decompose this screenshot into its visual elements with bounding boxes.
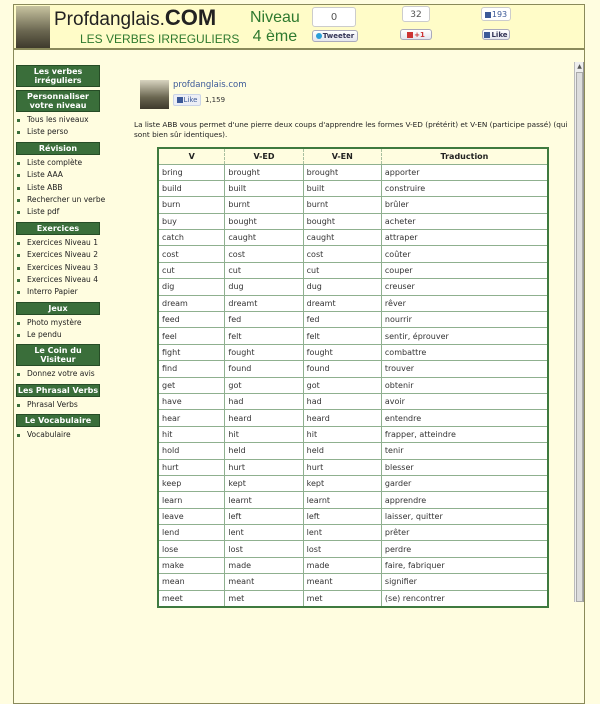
column-header: V-EN bbox=[303, 148, 381, 164]
table-row bbox=[158, 279, 548, 295]
sidebar-item[interactable]: Interro Papier bbox=[14, 286, 102, 298]
table-row bbox=[158, 590, 548, 606]
table-cell: had bbox=[303, 393, 381, 409]
column-header: V-ED bbox=[225, 148, 303, 164]
fb-like-button[interactable] bbox=[482, 29, 510, 40]
table-cell: hear bbox=[158, 410, 225, 426]
sidebar-item[interactable]: Vocabulaire bbox=[14, 429, 102, 441]
gplus-icon bbox=[407, 32, 413, 38]
table-cell: cost bbox=[225, 246, 303, 262]
table-header-row bbox=[158, 148, 548, 164]
table-cell: found bbox=[225, 361, 303, 377]
table-cell: burnt bbox=[225, 197, 303, 213]
table-cell: hit bbox=[225, 426, 303, 442]
table-cell: mean bbox=[158, 574, 225, 590]
table-cell: fight bbox=[158, 344, 225, 360]
table-cell: hurt bbox=[225, 459, 303, 475]
logo-text: Profdanglais. bbox=[54, 9, 165, 30]
table-cell: cut bbox=[158, 262, 225, 278]
table-cell: heard bbox=[303, 410, 381, 426]
scroll-up-arrow-icon[interactable]: ▲ bbox=[577, 63, 582, 70]
table-cell: signifier bbox=[381, 574, 548, 590]
fb-page-avatar[interactable] bbox=[140, 80, 169, 109]
table-row bbox=[158, 443, 548, 459]
table-row bbox=[158, 180, 548, 196]
sidebar-item[interactable]: Donnez votre avis bbox=[14, 368, 102, 380]
table-cell: hurt bbox=[158, 459, 225, 475]
table-cell: garder bbox=[381, 475, 548, 491]
table-cell: apporter bbox=[381, 164, 548, 180]
table-cell: (se) rencontrer bbox=[381, 590, 548, 606]
fb-count-value: 193 bbox=[491, 10, 508, 19]
table-cell: caught bbox=[225, 230, 303, 246]
table-cell: dreamt bbox=[303, 295, 381, 311]
fb-widget-like-button[interactable] bbox=[173, 94, 201, 106]
twitter-icon bbox=[316, 33, 322, 39]
sidebar-item[interactable]: Photo mystère bbox=[14, 317, 102, 329]
table-cell: fought bbox=[303, 344, 381, 360]
table-cell: trouver bbox=[381, 361, 548, 377]
sidebar-item[interactable]: Liste AAA bbox=[14, 169, 102, 181]
table-row bbox=[158, 361, 548, 377]
logo-com: COM bbox=[164, 5, 217, 30]
tweet-button[interactable] bbox=[312, 30, 358, 42]
sidebar-item[interactable]: Exercices Niveau 3 bbox=[14, 262, 102, 274]
table-cell: cut bbox=[225, 262, 303, 278]
fb-widget-like-label: Like bbox=[183, 96, 198, 104]
table-cell: lost bbox=[303, 541, 381, 557]
sidebar-item[interactable]: Exercices Niveau 2 bbox=[14, 249, 102, 261]
fb-widget-count: 1,159 bbox=[205, 96, 226, 104]
table-row bbox=[158, 312, 548, 328]
table-cell: burn bbox=[158, 197, 225, 213]
table-cell: attraper bbox=[381, 230, 548, 246]
table-cell: got bbox=[225, 377, 303, 393]
table-cell: felt bbox=[225, 328, 303, 344]
table-cell: combattre bbox=[381, 344, 548, 360]
table-cell: built bbox=[303, 180, 381, 196]
fb-like-label: Like bbox=[491, 31, 508, 39]
table-row bbox=[158, 328, 548, 344]
table-cell: find bbox=[158, 361, 225, 377]
table-cell: sentir, éprouver bbox=[381, 328, 548, 344]
sidebar-section-header: Révision bbox=[16, 142, 100, 155]
tweet-label: Tweeter bbox=[322, 32, 355, 40]
table-cell: feel bbox=[158, 328, 225, 344]
table-row bbox=[158, 492, 548, 508]
sidebar-item[interactable]: Phrasal Verbs bbox=[14, 399, 102, 411]
fb-count bbox=[481, 7, 511, 21]
level-line2: 4 ème bbox=[252, 28, 298, 45]
table-cell: left bbox=[225, 508, 303, 524]
facebook-icon bbox=[484, 32, 490, 38]
table-cell: lent bbox=[225, 525, 303, 541]
table-cell: construire bbox=[381, 180, 548, 196]
table-cell: keep bbox=[158, 475, 225, 491]
table-cell: learnt bbox=[303, 492, 381, 508]
table-cell: meet bbox=[158, 590, 225, 606]
intro-text: La liste ABB vous permet d'une pierre deux coups d'apprendre les formes V-ED (prétérit) et V-EN (participe passé) (qui sont bien sûr identiques). bbox=[134, 120, 568, 139]
sidebar-section-header: Personnaliser votre niveau bbox=[16, 90, 100, 112]
table-cell: lend bbox=[158, 525, 225, 541]
table-cell: brought bbox=[225, 164, 303, 180]
table-cell: cost bbox=[303, 246, 381, 262]
sidebar-item[interactable]: Liste ABB bbox=[14, 182, 102, 194]
table-cell: had bbox=[225, 393, 303, 409]
table-cell: entendre bbox=[381, 410, 548, 426]
statue-of-liberty-logo bbox=[16, 6, 50, 48]
table-cell: brought bbox=[303, 164, 381, 180]
table-cell: dug bbox=[303, 279, 381, 295]
table-row bbox=[158, 574, 548, 590]
table-cell: brûler bbox=[381, 197, 548, 213]
table-row bbox=[158, 541, 548, 557]
table-cell: made bbox=[303, 557, 381, 573]
table-cell: lose bbox=[158, 541, 225, 557]
table-row bbox=[158, 459, 548, 475]
table-row bbox=[158, 164, 548, 180]
table-row bbox=[158, 410, 548, 426]
table-cell: lost bbox=[225, 541, 303, 557]
table-cell: hold bbox=[158, 443, 225, 459]
table-cell: cut bbox=[303, 262, 381, 278]
sidebar-item[interactable]: Liste complète bbox=[14, 157, 102, 169]
gplus-label: +1 bbox=[414, 31, 425, 39]
sidebar-section-header: Jeux bbox=[16, 302, 100, 315]
table-cell: felt bbox=[303, 328, 381, 344]
scrollbar[interactable] bbox=[574, 62, 584, 602]
table-cell: dreamt bbox=[225, 295, 303, 311]
table-cell: hit bbox=[303, 426, 381, 442]
level-label bbox=[250, 8, 300, 46]
table-cell: got bbox=[303, 377, 381, 393]
sidebar-item[interactable]: Liste perso bbox=[14, 126, 102, 138]
level-line1: Niveau bbox=[250, 9, 300, 26]
table-cell: cost bbox=[158, 246, 225, 262]
scrollbar-thumb[interactable] bbox=[576, 72, 583, 602]
table-cell: frapper, atteindre bbox=[381, 426, 548, 442]
thumbs-up-icon bbox=[485, 12, 491, 18]
table-row bbox=[158, 344, 548, 360]
table-cell: obtenir bbox=[381, 377, 548, 393]
table-cell: held bbox=[225, 443, 303, 459]
table-cell: blesser bbox=[381, 459, 548, 475]
sidebar-section-header: Les Phrasal Verbs bbox=[17, 385, 99, 395]
table-cell: laisser, quitter bbox=[381, 508, 548, 524]
thumbs-up-icon bbox=[177, 97, 183, 103]
table-cell: hit bbox=[158, 426, 225, 442]
table-cell: learnt bbox=[225, 492, 303, 508]
table-cell: buy bbox=[158, 213, 225, 229]
table-cell: bring bbox=[158, 164, 225, 180]
column-header: Traduction bbox=[381, 148, 548, 164]
table-cell: left bbox=[303, 508, 381, 524]
table-row bbox=[158, 377, 548, 393]
table-cell: found bbox=[303, 361, 381, 377]
table-cell: fed bbox=[303, 312, 381, 328]
table-cell: get bbox=[158, 377, 225, 393]
sidebar-item[interactable]: Liste pdf bbox=[14, 206, 102, 218]
table-cell: apprendre bbox=[381, 492, 548, 508]
table-cell: perdre bbox=[381, 541, 548, 557]
table-cell: prêter bbox=[381, 525, 548, 541]
sidebar-section-header: Le Coin du Visiteur bbox=[16, 344, 100, 366]
table-cell: burnt bbox=[303, 197, 381, 213]
table-cell: fed bbox=[225, 312, 303, 328]
table-cell: faire, fabriquer bbox=[381, 557, 548, 573]
table-row bbox=[158, 475, 548, 491]
table-row bbox=[158, 508, 548, 524]
table-cell: made bbox=[225, 557, 303, 573]
sidebar-item[interactable]: Le pendu bbox=[14, 329, 102, 341]
fb-page-name[interactable]: profdanglais.com bbox=[173, 80, 247, 90]
table-cell: met bbox=[303, 590, 381, 606]
table-row bbox=[158, 213, 548, 229]
sidebar-section-header: Les verbes irréguliers bbox=[16, 65, 100, 87]
sidebar-nav bbox=[14, 62, 106, 442]
site-subtitle: LES VERBES IRREGULIERS bbox=[80, 32, 240, 46]
table-cell: make bbox=[158, 557, 225, 573]
verbs-table bbox=[157, 147, 549, 608]
table-cell: creuser bbox=[381, 279, 548, 295]
table-cell: kept bbox=[303, 475, 381, 491]
column-header: V bbox=[158, 148, 225, 164]
table-cell: meant bbox=[303, 574, 381, 590]
table-cell: heard bbox=[225, 410, 303, 426]
table-cell: bought bbox=[225, 213, 303, 229]
table-cell: nourrir bbox=[381, 312, 548, 328]
sidebar-item[interactable]: Exercices Niveau 1 bbox=[14, 237, 102, 249]
table-cell: feed bbox=[158, 312, 225, 328]
table-cell: coûter bbox=[381, 246, 548, 262]
table-cell: built bbox=[225, 180, 303, 196]
table-cell: learn bbox=[158, 492, 225, 508]
table-cell: meant bbox=[225, 574, 303, 590]
table-cell: caught bbox=[303, 230, 381, 246]
table-cell: rêver bbox=[381, 295, 548, 311]
sidebar-item[interactable]: Exercices Niveau 4 bbox=[14, 274, 102, 286]
sidebar-section-header: Le Vocabulaire bbox=[16, 414, 100, 427]
site-header bbox=[14, 5, 584, 50]
table-cell: tenir bbox=[381, 443, 548, 459]
table-row bbox=[158, 262, 548, 278]
table-row bbox=[158, 230, 548, 246]
table-cell: avoir bbox=[381, 393, 548, 409]
table-row bbox=[158, 557, 548, 573]
table-cell: fought bbox=[225, 344, 303, 360]
table-cell: hurt bbox=[303, 459, 381, 475]
table-cell: bought bbox=[303, 213, 381, 229]
table-cell: dug bbox=[225, 279, 303, 295]
table-cell: couper bbox=[381, 262, 548, 278]
table-cell: dream bbox=[158, 295, 225, 311]
sidebar-item[interactable]: Rechercher un verbe bbox=[14, 194, 102, 206]
twitter-count: 0 bbox=[312, 7, 356, 27]
gplus-button[interactable] bbox=[400, 29, 432, 40]
table-cell: have bbox=[158, 393, 225, 409]
table-cell: catch bbox=[158, 230, 225, 246]
sidebar-section-header: Exercices bbox=[16, 222, 100, 235]
site-logo[interactable] bbox=[54, 6, 216, 30]
table-row bbox=[158, 197, 548, 213]
table-row bbox=[158, 295, 548, 311]
table-cell: kept bbox=[225, 475, 303, 491]
table-cell: build bbox=[158, 180, 225, 196]
table-row bbox=[158, 525, 548, 541]
gplus-count: 32 bbox=[402, 6, 430, 22]
table-cell: leave bbox=[158, 508, 225, 524]
table-row bbox=[158, 426, 548, 442]
sidebar-item[interactable]: Tous les niveaux bbox=[14, 114, 102, 126]
table-row bbox=[158, 393, 548, 409]
table-cell: dig bbox=[158, 279, 225, 295]
table-cell: met bbox=[225, 590, 303, 606]
table-row bbox=[158, 246, 548, 262]
table-cell: acheter bbox=[381, 213, 548, 229]
table-cell: lent bbox=[303, 525, 381, 541]
table-cell: held bbox=[303, 443, 381, 459]
